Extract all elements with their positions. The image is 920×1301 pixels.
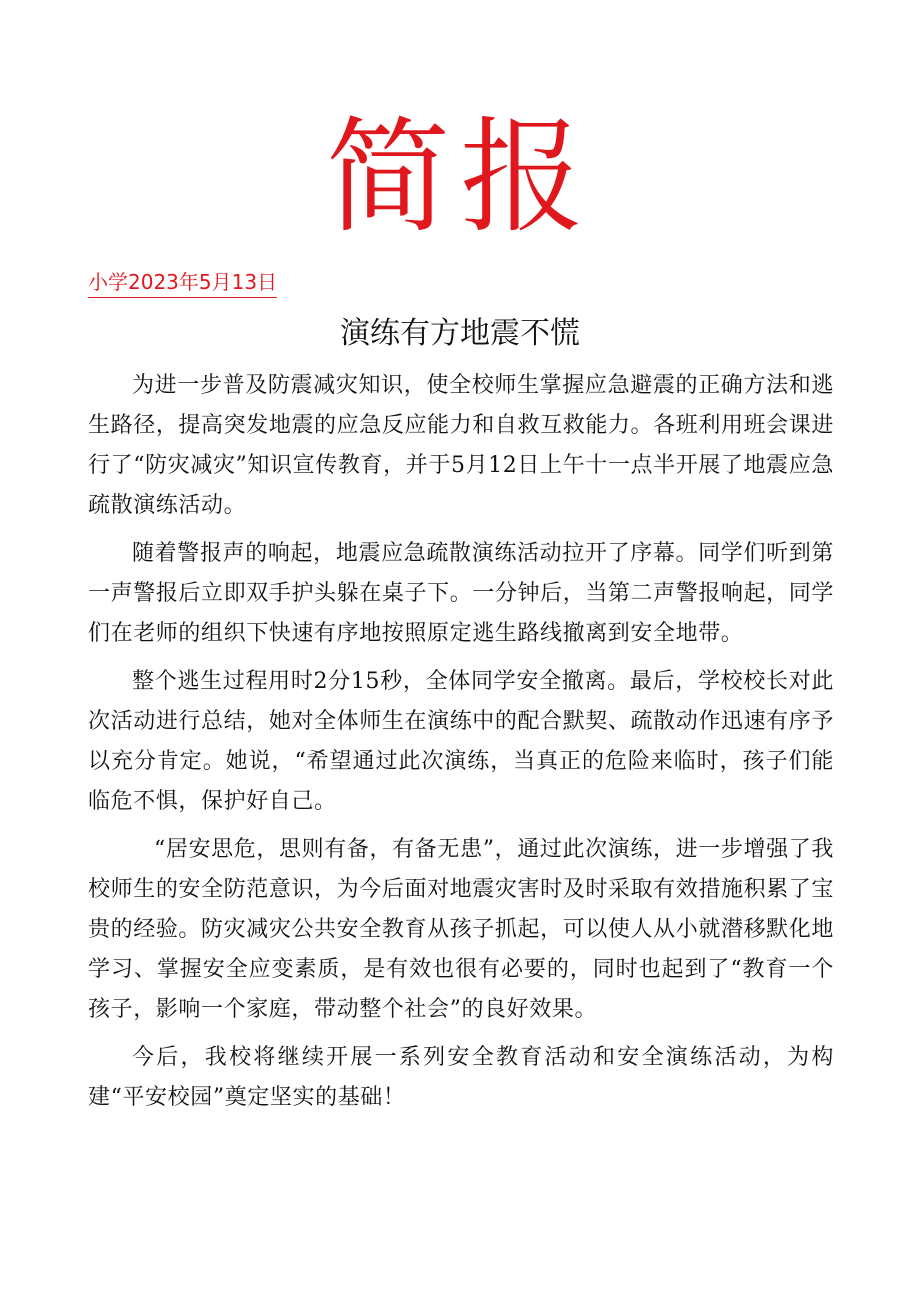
paragraph-3: 整个逃生过程用时2分15秒，全体同学安全撤离。最后，学校校长对此次活动进行总结，她对全体师生在演练中的配合默契、疏散动作迅速有序予以充分肯定。她说，“希望通过此次演练，当真正的危险来临时，孩子们能临危不惧，保护好自己。: [88, 669, 834, 814]
paragraph-5: 今后，我校将继续开展一系列安全教育活动和安全演练活动，为构建“平安校园”奠定坚实的基础！: [88, 1045, 834, 1110]
paragraph-4: “居安思危，思则有备，有备无患”，通过此次演练，进一步增强了我校师生的安全防范意识，为今后面对地震灾害时及时采取有效措施积累了宝贵的经验。防灾减灾公共安全教育从孩子抓起，可以使人从小就潜移默化地学习、掌握安全应变素质，是有效也很有必要的，同时也起到了“教育一个孩子，影响一个家庭，带动整个社会”的良好效果。: [88, 837, 834, 1022]
masthead-title: 简报: [325, 106, 594, 250]
dateline: 小学2023年5月13日: [88, 268, 277, 298]
article-body: [88, 366, 834, 1118]
paragraph-2: 随着警报声的响起，地震应急疏散演练活动拉开了序幕。同学们听到第一声警报后立即双手护头躲在桌子下。一分钟后，当第二声警报响起，同学们在老师的组织下快速有序地按照原定逃生路线撤离到安全地带。: [88, 541, 834, 646]
article-title: 演练有方地震不慌: [340, 316, 580, 351]
paragraph-1: 为进一步普及防震减灾知识，使全校师生掌握应急避震的正确方法和逃生路径，提高突发地震的应急反应能力和自救互救能力。各班利用班会课进行了“防灾减灾”知识宣传教育，并于5月12日上午十一点半开展了地震应急疏散演练活动。: [88, 373, 834, 518]
